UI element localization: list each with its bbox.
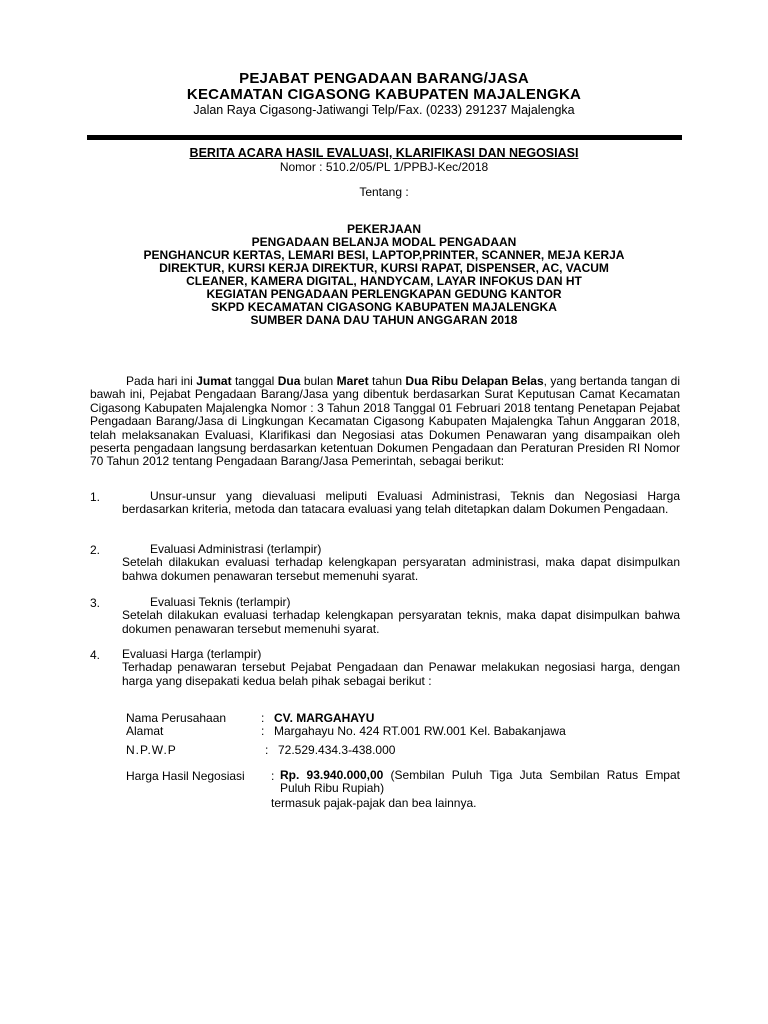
letterhead-line1: PEJABAT PENGADAAN BARANG/JASA bbox=[239, 70, 529, 87]
company-name-value: CV. MARGAHAYU bbox=[274, 711, 375, 725]
item-2-number: 2. bbox=[90, 543, 101, 557]
letterhead-divider bbox=[87, 135, 682, 140]
item-2-body: Setelah dilakukan evaluasi terhadap kelengkapan persyaratan administrasi, maka dapat disimpulkan bahwa dokumen penawaran tersebut memenuhi syarat. bbox=[122, 555, 680, 583]
intro-text-1: Pada hari ini bbox=[126, 374, 197, 388]
intro-text-3: bulan bbox=[300, 374, 337, 388]
letterhead-address: Jalan Raya Cigasong-Jatiwangi Telp/Fax. (0233) 291237 Majalengka bbox=[193, 103, 575, 117]
company-npwp-colon: : bbox=[265, 743, 269, 757]
item-1-number: 1. bbox=[90, 490, 101, 504]
item-3-number: 3. bbox=[90, 596, 101, 610]
price-note: termasuk pajak-pajak dan bea lainnya. bbox=[271, 796, 477, 810]
company-address-value: Margahayu No. 424 RT.001 RW.001 Kel. Babakanjawa bbox=[274, 724, 566, 738]
item-3-text bbox=[122, 596, 680, 636]
item-4-head: Evaluasi Harga (terlampir) bbox=[122, 647, 262, 661]
company-npwp-label: N.P.W.P bbox=[126, 743, 177, 757]
subject-line-1: PEKERJAAN bbox=[346, 222, 421, 236]
price-value bbox=[280, 769, 680, 796]
company-address-colon: : bbox=[261, 724, 265, 738]
company-name-colon: : bbox=[261, 711, 265, 725]
item-3-body: Setelah dilakukan evaluasi terhadap kelengkapan persyaratan teknis, maka dapat disimpulkan bahwa dokumen penawaran tersebut memenuhi syarat. bbox=[122, 608, 680, 636]
company-name-label: Nama Perusahaan bbox=[126, 711, 227, 725]
item-2-text bbox=[122, 543, 680, 583]
subject-line-8: SUMBER DANA DAU TAHUN ANGGARAN 2018 bbox=[250, 313, 518, 327]
subject-line-3: PENGHANCUR KERTAS, LEMARI BESI, LAPTOP,PRINTER, SCANNER, MEJA KERJA bbox=[143, 248, 625, 262]
item-4-text bbox=[122, 648, 680, 688]
intro-year: Dua Ribu Delapan Belas bbox=[405, 374, 544, 388]
letterhead-line2: KECAMATAN CIGASONG KABUPATEN MAJALENGKA bbox=[186, 86, 582, 103]
company-address-label: Alamat bbox=[126, 724, 164, 738]
item-2-head: Evaluasi Administrasi (terlampir) bbox=[150, 542, 322, 556]
document-title: BERITA ACARA HASIL EVALUASI, KLARIFIKASI DAN NEGOSIASI bbox=[189, 146, 579, 160]
intro-text-2: tanggal bbox=[231, 374, 278, 388]
price-label: Harga Hasil Negosiasi bbox=[126, 769, 245, 783]
item-1-text bbox=[122, 490, 680, 517]
subject-line-4: DIREKTUR, KURSI KERJA DIREKTUR, KURSI RAPAT, DISPENSER, AC, VACUM bbox=[159, 261, 609, 275]
company-npwp-value: 72.529.434.3-438.000 bbox=[278, 743, 396, 757]
subject-line-7: SKPD KECAMATAN CIGASONG KABUPATEN MAJALENGKA bbox=[211, 300, 557, 314]
document-number: Nomor : 510.2/05/PL 1/PPBJ-Kec/2018 bbox=[279, 160, 489, 174]
intro-text-4: tahun bbox=[368, 374, 406, 388]
item-1-head: Unsur-unsur yang dievaluasi meliputi Evaluasi Administrasi, Teknis dan Negosiasi Harga berdasarkan kriteria, metoda dan tatacara evaluasi yang telah ditetapkan dalam Dokumen Pengadaan. bbox=[122, 489, 680, 517]
intro-day: Jumat bbox=[196, 374, 232, 388]
item-4-number: 4. bbox=[90, 648, 101, 662]
subject-line-6: KEGIATAN PENGADAAN PERLENGKAPAN GEDUNG KANTOR bbox=[206, 287, 562, 301]
price-words: (Sembilan Puluh Tiga Juta Sembilan Ratus Empat Puluh Ribu Rupiah) bbox=[280, 768, 680, 796]
subject-line-5: CLEANER, KAMERA DIGITAL, HANDYCAM, LAYAR INFOKUS DAN HT bbox=[186, 274, 582, 288]
price-amount: Rp. 93.940.000,00 bbox=[280, 768, 384, 782]
subject-line-2: PENGADAAN BELANJA MODAL PENGADAAN bbox=[251, 235, 517, 249]
item-4-body: Terhadap penawaran tersebut Pejabat Pengadaan dan Penawar melakukan negosiasi harga, dengan harga yang disepakati kedua belah pihak sebagai berikut : bbox=[122, 660, 680, 688]
intro-month: Maret bbox=[336, 374, 369, 388]
tentang-label: Tentang : bbox=[359, 185, 409, 199]
item-3-head: Evaluasi Teknis (terlampir) bbox=[150, 595, 291, 609]
intro-paragraph bbox=[90, 375, 680, 469]
price-colon: : bbox=[271, 769, 275, 783]
intro-text-5: , yang bertanda tangan di bawah ini, Pejabat Pengadaan Barang/Jasa yang dibentuk berdasarkan Surat Keputusan Camat Kecamatan Cigasong Kabupaten Majalengka Nomor : 3 Tahun 2018 Tanggal 01 Februari 2018 tentang Penetapan Pejabat Pengadaan Barang/Jasa di Lingkungan Kecamatan Cigasong Kabupaten Majalengka Tahun Anggaran 2018, telah melaksanakan Evaluasi, Klarifikasi dan Negosiasi atas Dokumen Penawaran yang disampaikan oleh peserta pengadaan langsung berdasarkan ketentuan Dokumen Pengadaan dan Peraturan Presiden RI Nomor 70 Tahun 2012 tentang Pengadaan Barang/Jasa Pemerintah, sebagai berikut: bbox=[90, 374, 681, 469]
intro-date: Dua bbox=[277, 374, 301, 388]
